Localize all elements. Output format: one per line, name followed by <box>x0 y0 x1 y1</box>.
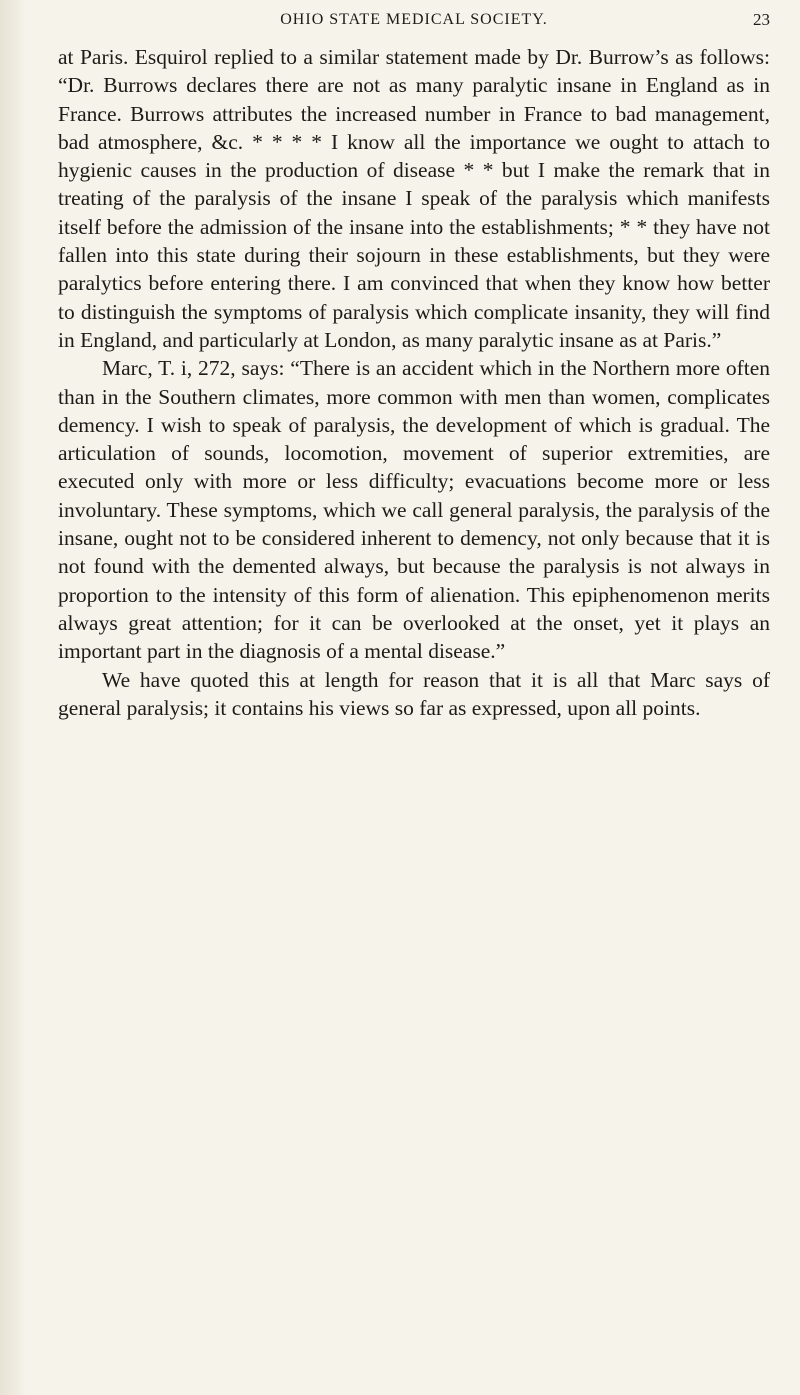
paragraph-marc-quote: Marc, T. i, 272, says: “There is an accident which in the Northern more often than in the Southern climates, more common with men than women, complicates demency. I wish to speak of paralysis, the development of which is gradual. The articulation of sounds, locomotion, movement of superior extremities, are executed only with more or less difficulty; evacuations become more or less involuntary. These symptoms, which we call general paralysis, the paralysis of the insane, ought not to be considered inherent to demency, not only because that it is not found with the demented always, but because the paralysis is not always in proportion to the intensity of this form of alienation. This epiphenomenon merits always great attention; for it can be overlooked at the onset, yet it plays an important part in the diagnosis of a mental disease.” <box>58 356 770 664</box>
paragraph-esquirol-quote: at Paris. Esquirol replied to a similar statement made by Dr. Burrow’s as follows: “Dr. Burrows declares there are not as many paralytic insane in England as in France. Burrows attributes the increased number in France to bad management, bad atmosphere, &c. * * * * I know all the importance we ought to attach to hygienic causes in the production of disease * * but I make the remark that in treating of the paralysis of the insane I speak of the paralysis which manifests itself before the admission of the insane into the establishments; * * they have not fallen into this state during their sojourn in these establishments, but they were paralytics before entering there. I am convinced that when they know how better to distinguish the symptoms of paralysis which complicate insanity, they will find in England, and particularly at London, as many paralytic insane as at Paris.” <box>58 45 770 352</box>
body-text <box>58 43 770 722</box>
page-number: 23 <box>753 10 770 29</box>
page-edge-shadow <box>0 0 26 1395</box>
running-header <box>58 6 770 34</box>
running-title: OHIO STATE MEDICAL SOCIETY. <box>280 11 548 28</box>
paragraph-closing-remark: We have quoted this at length for reason that it is all that Marc says of general paralysis; it contains his views so far as expressed, upon all points. <box>58 667 770 720</box>
